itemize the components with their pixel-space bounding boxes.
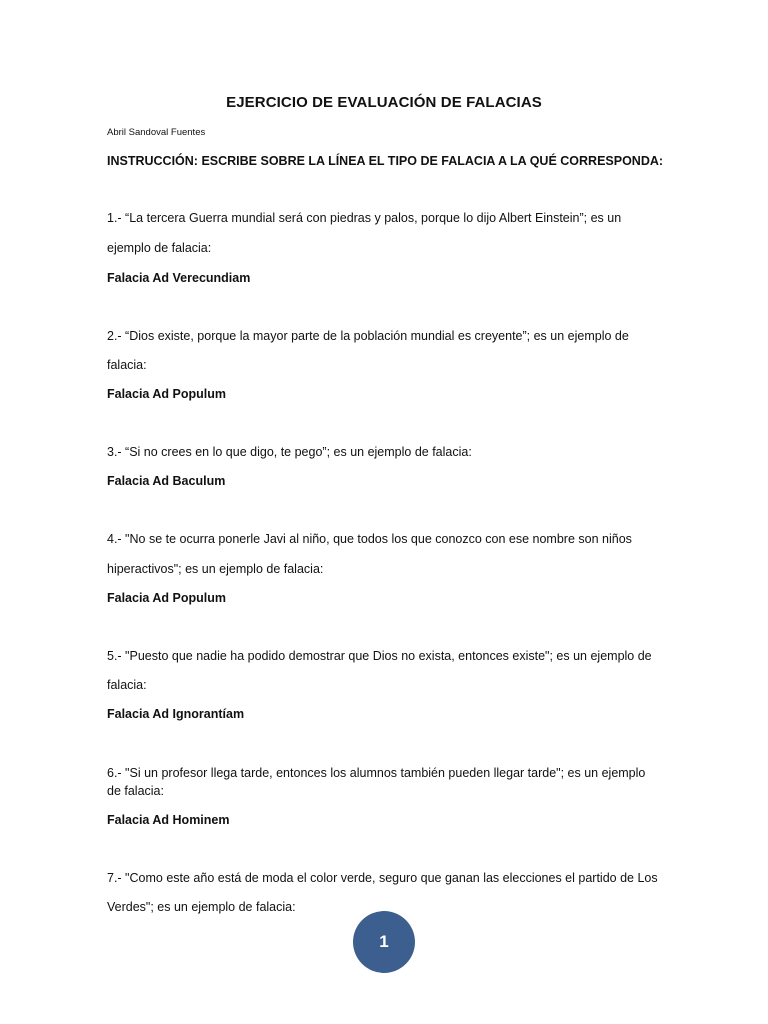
question-6-answer: Falacia Ad Hominem [107,813,230,827]
question-4-line-2: hiperactivos"; es un ejemplo de falacia: [107,562,324,576]
question-5-answer: Falacia Ad Ignorantíam [107,707,245,721]
question-1-answer: Falacia Ad Verecundiam [107,271,251,285]
question-4-answer: Falacia Ad Populum [107,591,227,605]
question-6-line-2: de falacia: [107,784,164,798]
question-4-line-1: 4.- "No se te ocurra ponerle Javi al niño, que todos los que conozco con ese nombre son niños [107,532,632,546]
page-number-badge: 1 [353,911,415,973]
question-1-line-1: 1.- “La tercera Guerra mundial será con piedras y palos, porque lo dijo Albert Einstein”; es un [107,211,622,225]
instruction-text: INSTRUCCIÓN: ESCRIBE SOBRE LA LÍNEA EL TIPO DE FALACIA A LA QUÉ CORRESPONDA: [107,154,664,168]
question-3-answer: Falacia Ad Baculum [107,474,226,488]
question-5-line-1: 5.- "Puesto que nadie ha podido demostrar que Dios no exista, entonces existe"; es un ejemplo de [107,649,652,663]
question-2-line-2: falacia: [107,358,147,372]
question-7-line-2: Verdes"; es un ejemplo de falacia: [107,900,296,914]
question-2-answer: Falacia Ad Populum [107,387,227,401]
question-5-line-2: falacia: [107,678,147,692]
question-3-line-1: 3.- “Si no crees en lo que digo, te pego”; es un ejemplo de falacia: [107,445,472,459]
question-1-line-2: ejemplo de falacia: [107,241,212,255]
author-name: Abril Sandoval Fuentes [107,127,206,138]
question-6-line-1: 6.- "Si un profesor llega tarde, entonces los alumnos también pueden llegar tarde"; es un ejemplo [107,766,646,780]
document-title: EJERCICIO DE EVALUACIÓN DE FALACIAS [226,94,542,111]
question-2-line-1: 2.- “Dios existe, porque la mayor parte de la población mundial es creyente”; es un ejemplo de [107,329,629,343]
question-7-line-1: 7.- "Como este año está de moda el color verde, seguro que ganan las elecciones el partido de Los [107,871,658,885]
